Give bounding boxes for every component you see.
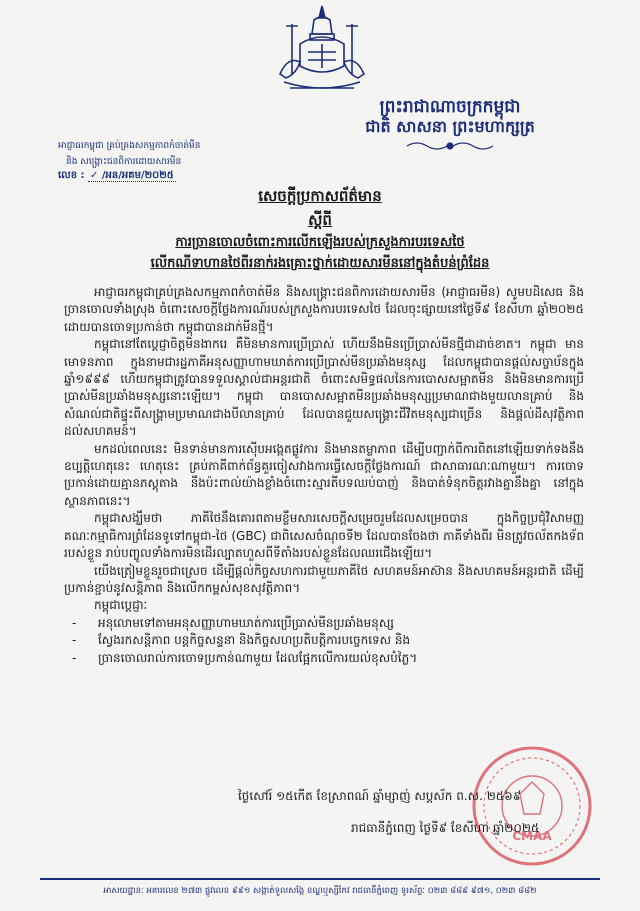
commitment-list xyxy=(64,615,584,667)
title-line-4: លើកណីទាហានថៃពីរនាក់រងគ្រោះថ្នាក់ដោយសារមីននៅក្នុងតំបន់ព្រំដែន xyxy=(150,256,490,271)
lunar-date: ថ្ងៃសៅរ៍ ១៥កើត ខែស្រាពណ៍ ឆ្នាំម្សាញ់ សប្តស័ក ព.ស. ២៥៦៩ xyxy=(238,789,522,803)
reference-value: ✓ /អន/អគម/២០២៥ xyxy=(90,170,174,181)
seal-text: CMAA xyxy=(512,829,552,843)
document-subtitle xyxy=(0,211,640,233)
document-topic xyxy=(0,234,640,253)
list-item: - ច្រានចោលរាល់ការចោទប្រកាន់ណាមួយ ដែលផ្អែកលើការយល់ខុសបំភ្លៃ។ xyxy=(72,650,584,667)
document-topic-continued xyxy=(0,255,640,274)
kingdom-name: ព្រះរាជាណាចក្រកម្ពុជា xyxy=(379,97,521,117)
title-line-2: ស្ដីពី xyxy=(308,211,332,229)
kingdom-motto: ជាតិ សាសនា ព្រះមហាក្សត្រ xyxy=(365,117,535,136)
paragraph-3: មកដល់ពេលនេះ មិនទាន់មានការស៊ើបអង្កេតផ្លូវការ និងមានតម្លាភាព ដើម្បីបញ្ជាក់ពីការពិតនៅឡើយទាក់ទងនឹងឧប្បត្តិហេតុនេះ ហេតុនេះ គ្រប់ភាគីពាក់ព័ន្ធគួរចៀសវាងការធ្វើសេចក្ដីថ្លែងការណ៍ ជាសាធារណៈណាមួយ។ ការចោទប្រកាន់ដោយគ្មានភស្តុតាង នឹងប៉ះពាល់យ៉ាងខ្លាំងចំពោះស្មារតីបទឈប់បាញ់ និងបាត់ទំនុកចិត្តរវាងគ្នានឹងគ្នា នៅក្នុងស្ថានភាពនេះ។ xyxy=(64,441,584,508)
footer-address: អាសយដ្ឋានៈ អគារលេខ ២៧៣ ផ្លូវលេខ ៩៩១ សង្កាត់ទួលសង្កែ ខណ្ឌឬស្សីកែវ រាជធានីភ្នំពេញ ទូរស័ព្ទៈ ០២៣ ៨៨៩ ៩៧១, ០២៣ ៨៨២ xyxy=(103,886,537,896)
royal-crest-icon xyxy=(270,4,374,92)
reference-number xyxy=(58,168,176,183)
agency-subname: និង សង្គ្រោះជនពិការដោយសារមីន xyxy=(66,157,182,167)
press-release-body xyxy=(64,284,584,667)
paragraph-5: យើងត្រៀមខ្លួនរួចជាស្រេច ដើម្បីផ្ដល់កិច្ចសហការជាមួយភាគីថៃ សហគមន៍អាស៊ាន និងសហគមន៍អន្តរជាតិ ដើម្បីប្រកាន់ខ្ជាប់នូវសន្តិភាព និងលើកកម្ពស់សុខសុវត្ថិភាព។ xyxy=(64,563,584,595)
solar-date: រាជធានីភ្នំពេញ ថ្ងៃទី៩ ខែសីហា ឆ្នាំ២០២៥ xyxy=(351,821,540,835)
title-line-3: ការច្រានចោលចំពោះការលើកឡើងរបស់ក្រសួងការបរទេសថៃ xyxy=(175,235,465,250)
list-item: - ស្វែងរកសន្តិភាព បន្តកិច្ចសន្ទនា និងកិច្ចសហប្រតិបត្តិការបច្ចេកទេស និង xyxy=(72,632,584,649)
official-seal-icon xyxy=(470,744,594,868)
paragraph-2: កម្ពុជានៅតែប្ដេជ្ញាចិត្តមិនងាករេ គឺមិនមានការប្រើប្រាស់ ហើយនឹងមិនប្រើប្រាស់មីនថ្មីជាដាច់ខាត។ កម្ពុជា មានមោទនភាព ក្នុងនាមជារដ្ឋភាគីអនុសញ្ញាហាមឃាត់ការប្រើប្រាស់មីនប្រឆាំងមនុស្ស ដែលកម្ពុជាបានផ្ដល់សច្ចាប័នក្នុងឆ្នាំ១៩៩៩ ហើយកម្ពុជាត្រូវបានទទួលស្គាល់ជាអន្តរជាតិ ចំពោះសមិទ្ធផលនៃការបោសសម្អាតមីន និងមិនមានការប្រើប្រាស់មីនប្រឆាំងមនុស្សនោះឡើយ។ កម្ពុជា បានបោសសម្អាតមីនប្រឆាំងមនុស្សប្រមាណជាងមួយលានគ្រាប់ និងសំណល់ជាតិផ្ទុះពីសង្គ្រាមប្រមាណជាងបីលានគ្រាប់ ដែលបានជួយសង្គ្រោះជីវិតមនុស្សជាច្រើន និងផ្ដល់ដីសុវត្ថិភាពដល់សហគមន៍។ xyxy=(64,337,584,439)
reference-label: លេខ : xyxy=(58,170,85,181)
paragraph-4: កម្ពុជាសង្ឃឹមថា ភាគីថៃនឹងគោរពតាមខ្លឹមសារសេចក្ដីសម្រេចរួមដែលសម្រេចបាន ក្នុងកិច្ចប្រជុំវិសាមញ្ញគណៈកម្មាធិការព្រំដែនទូទៅកម្ពុជា-ថៃ (GBC) ជាពិសេសចំណុចទី២ ដែលបានចែងថា ភាគីទាំងពីរ មិនត្រូវចល័តកងទ័ពរបស់ខ្លួន រាប់បញ្ចូលទាំងការមិនដើរល្បាតហួសពីទីតាំងរបស់ខ្លួនដែលឈរជើងឡើយ។ xyxy=(64,511,584,561)
agency-name: អាជ្ញាធរកម្ពុជា គ្រប់គ្រងសកម្មភាពកំចាត់មីន xyxy=(58,141,201,151)
document-title xyxy=(0,187,640,209)
ornament-divider-icon xyxy=(405,140,495,152)
commitment-label: កម្ពុជាប្ដេជ្ញាៈ xyxy=(94,598,148,613)
title-line-1: សេចក្ដីប្រកាសព័ត៌មាន xyxy=(258,187,382,205)
list-item: - អនុលោមទៅតាមអនុសញ្ញាហាមឃាត់ការប្រើប្រាស់មីនប្រឆាំងមនុស្ស xyxy=(72,615,584,632)
paragraph-1: អាជ្ញាធរកម្ពុជាគ្រប់គ្រងសកម្មភាពកំចាត់មីន និងសង្គ្រោះជនពិការដោយសារមីន (អាជ្ញាធរមីន) សូមបដិសេធ និងច្រានចោលទាំងស្រុង ចំពោះសេចក្ដីថ្លែងការណ៍របស់ក្រសួងការបរទេសថៃ ដែលចុះផ្សាយនៅថ្ងៃទី៩ ខែសីហា ឆ្នាំ២០២៥ ដោយបានចោទប្រកាន់ថា កម្ពុជាបានដាក់មីនថ្មី។ xyxy=(64,285,584,334)
footer-divider xyxy=(40,878,600,880)
